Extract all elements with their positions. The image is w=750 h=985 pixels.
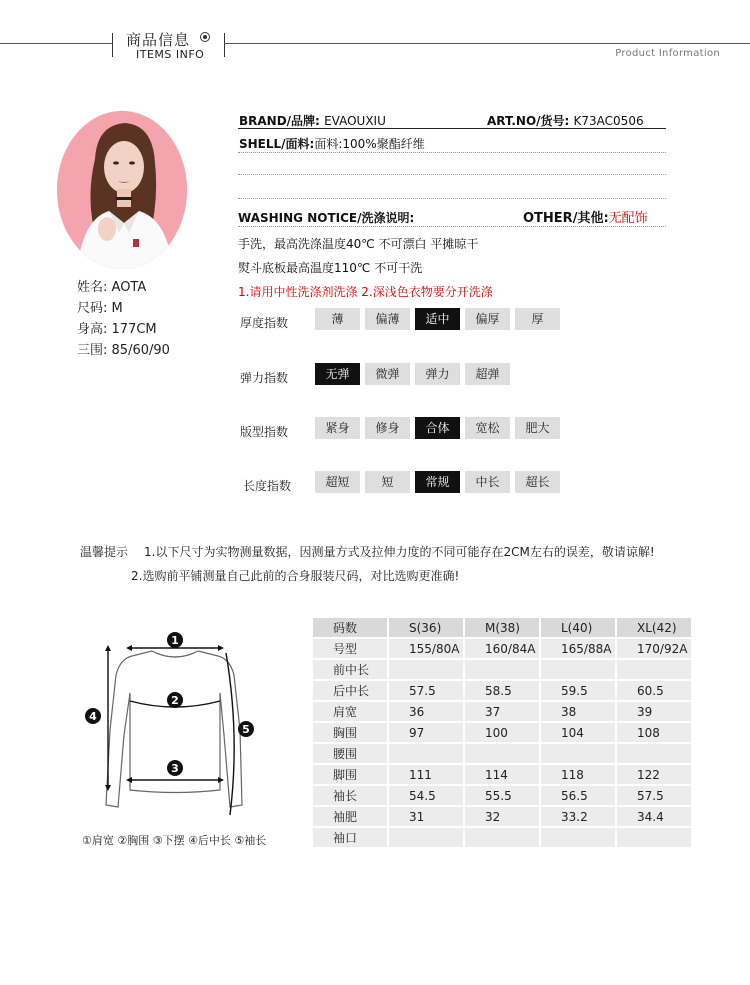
header-dot-icon <box>200 32 210 42</box>
table-cell: 54.5 <box>389 786 463 805</box>
artno-value: K73AC0506 <box>573 114 644 128</box>
table-cell: 160/84A <box>465 639 539 658</box>
elasticity-option-super[interactable]: 超弹 <box>465 363 510 385</box>
table-cell: 59.5 <box>541 681 615 700</box>
table-cell: 38 <box>541 702 615 721</box>
table-cell: 肩宽 <box>313 702 387 721</box>
table-row <box>313 639 691 658</box>
elasticity-option-elastic[interactable]: 弹力 <box>415 363 460 385</box>
header-line-right <box>224 43 750 44</box>
table-cell: 58.5 <box>465 681 539 700</box>
washing-label: WASHING NOTICE/洗涤说明: <box>238 211 415 225</box>
fit-option-tight[interactable]: 紧身 <box>315 417 360 439</box>
size-table <box>311 616 693 849</box>
artno-label: ART.NO/货号: K73AC0506 <box>487 114 644 128</box>
table-row <box>313 702 691 721</box>
table-cell <box>617 660 691 679</box>
model-height-row: 身高: 177CM <box>77 322 157 337</box>
table-row <box>313 744 691 763</box>
table-cell <box>465 744 539 763</box>
table-cell: 胸围 <box>313 723 387 742</box>
table-cell: 55.5 <box>465 786 539 805</box>
table-cell <box>541 828 615 847</box>
wash-line-3: 1.请用中性洗涤剂洗涤 2.深浅色衣物要分开洗涤 <box>238 285 493 299</box>
table-cell: 37 <box>465 702 539 721</box>
table-cell: 56.5 <box>541 786 615 805</box>
table-cell: 后中长 <box>313 681 387 700</box>
fit-option-slim[interactable]: 修身 <box>365 417 410 439</box>
wash-line-2: 熨斗底板最高温度110℃ 不可干洗 <box>238 261 423 275</box>
table-cell: 袖长 <box>313 786 387 805</box>
tips-line-2: 2.选购前平铺测量自己此前的合身服装尺码，对比选购更准确! <box>131 569 460 583</box>
table-cell: 袖口 <box>313 828 387 847</box>
tips-title: 温馨提示 <box>80 545 129 559</box>
table-cell <box>465 660 539 679</box>
fit-option-loose[interactable]: 宽松 <box>465 417 510 439</box>
table-header-cell: S(36) <box>389 618 463 637</box>
length-option-short[interactable]: 短 <box>365 471 410 493</box>
marker-2 <box>167 692 183 708</box>
header-right-text: Product Information <box>615 48 720 59</box>
washing-underline <box>238 226 666 227</box>
length-option-extra-long[interactable]: 超长 <box>515 471 560 493</box>
table-header-cell: M(38) <box>465 618 539 637</box>
table-row <box>313 828 691 847</box>
marker-5 <box>238 721 254 737</box>
table-cell <box>541 660 615 679</box>
svg-text:2: 2 <box>171 694 179 707</box>
table-row <box>313 723 691 742</box>
marker-3 <box>167 760 183 776</box>
table-cell: 36 <box>389 702 463 721</box>
table-cell: 号型 <box>313 639 387 658</box>
header-line-left <box>0 43 112 44</box>
table-cell: 100 <box>465 723 539 742</box>
index-label-fit: 版型指数 <box>240 425 289 439</box>
garment-outline <box>106 651 242 807</box>
fit-option-oversized[interactable]: 肥大 <box>515 417 560 439</box>
table-row <box>313 807 691 826</box>
table-cell: 57.5 <box>389 681 463 700</box>
svg-text:4: 4 <box>89 710 97 723</box>
brand-label: BRAND/品牌: EVAOUXIU <box>239 114 386 128</box>
table-cell <box>541 744 615 763</box>
table-cell: 前中长 <box>313 660 387 679</box>
table-cell: 32 <box>465 807 539 826</box>
index-label-elasticity: 弹力指数 <box>240 371 289 385</box>
header-tick-right <box>224 33 225 57</box>
elasticity-option-none[interactable]: 无弹 <box>315 363 360 385</box>
table-row <box>313 786 691 805</box>
wash-line-1: 手洗，最高洗涤温度40℃ 不可漂白 平摊晾干 <box>238 237 479 251</box>
header-tick-left <box>112 33 113 57</box>
table-cell: 104 <box>541 723 615 742</box>
shell-underline <box>238 152 666 153</box>
table-cell: 108 <box>617 723 691 742</box>
model-avatar <box>57 111 187 269</box>
svg-text:3: 3 <box>171 762 179 775</box>
table-cell: 111 <box>389 765 463 784</box>
table-cell: 165/88A <box>541 639 615 658</box>
garment-diagram <box>80 625 260 825</box>
measure-arrows <box>105 645 224 791</box>
table-header-cell: XL(42) <box>617 618 691 637</box>
tips-line-1: 1.以下尺寸为实物测量数据，因测量方式及拉伸力度的不同可能存在2CM左右的误差，敬请谅解! <box>144 545 655 559</box>
shell-label: SHELL/面料:面料:100%聚酯纤维 <box>239 137 425 151</box>
elasticity-option-slight[interactable]: 微弹 <box>365 363 410 385</box>
table-cell: 57.5 <box>617 786 691 805</box>
table-cell: 97 <box>389 723 463 742</box>
table-header-cell: L(40) <box>541 618 615 637</box>
brand-value: EVAOUXIU <box>324 114 386 128</box>
table-cell <box>617 744 691 763</box>
table-cell: 114 <box>465 765 539 784</box>
header-subtitle: ITEMS INFO <box>136 48 205 61</box>
table-cell: 袖肥 <box>313 807 387 826</box>
table-header-row <box>313 618 691 637</box>
thickness-option-thick[interactable]: 厚 <box>515 308 560 330</box>
diagram-caption: ①肩宽 ②胸围 ③下摆 ④后中长 ⑤袖长 <box>82 834 267 847</box>
table-cell <box>389 828 463 847</box>
model-photo-icon <box>57 111 187 269</box>
thickness-option-thickish[interactable]: 偏厚 <box>465 308 510 330</box>
svg-text:5: 5 <box>242 723 250 736</box>
blank-line-1 <box>238 174 666 175</box>
table-cell: 33.2 <box>541 807 615 826</box>
thickness-option-thinnish[interactable]: 偏薄 <box>365 308 410 330</box>
brand-underline <box>238 128 666 129</box>
model-size-row: 尺码: M <box>77 301 123 316</box>
header-title: 商品信息 <box>126 31 191 49</box>
table-cell <box>389 660 463 679</box>
table-cell: 122 <box>617 765 691 784</box>
table-cell: 118 <box>541 765 615 784</box>
table-row <box>313 660 691 679</box>
svg-text:1: 1 <box>171 634 179 647</box>
table-cell <box>617 828 691 847</box>
table-cell: 39 <box>617 702 691 721</box>
table-row <box>313 681 691 700</box>
table-cell: 31 <box>389 807 463 826</box>
table-cell: 腰围 <box>313 744 387 763</box>
model-measurements-row: 三围: 85/60/90 <box>77 343 170 358</box>
table-cell <box>389 744 463 763</box>
index-label-length: 长度指数 <box>243 479 292 493</box>
table-cell: 脚围 <box>313 765 387 784</box>
table-cell: 170/92A <box>617 639 691 658</box>
index-label-thickness: 厚度指数 <box>240 316 289 330</box>
length-option-ultra-short[interactable]: 超短 <box>315 471 360 493</box>
table-cell <box>465 828 539 847</box>
fit-option-regular[interactable]: 合体 <box>415 417 460 439</box>
model-info <box>77 277 170 361</box>
length-option-regular[interactable]: 常规 <box>415 471 460 493</box>
table-cell: 155/80A <box>389 639 463 658</box>
marker-4 <box>85 708 101 724</box>
blank-line-2 <box>238 198 666 199</box>
other-value: 无配饰 <box>608 211 648 226</box>
table-cell: 34.4 <box>617 807 691 826</box>
shell-value: 面料:100%聚酯纤维 <box>314 137 425 151</box>
thickness-option-medium[interactable]: 适中 <box>415 308 460 330</box>
table-row <box>313 765 691 784</box>
model-name-row: 姓名: AOTA <box>77 280 147 295</box>
length-option-mid-long[interactable]: 中长 <box>465 471 510 493</box>
thickness-option-thin[interactable]: 薄 <box>315 308 360 330</box>
table-header-cell: 码数 <box>313 618 387 637</box>
other-label: OTHER/其他:无配饰 <box>523 211 648 226</box>
table-cell: 60.5 <box>617 681 691 700</box>
marker-1 <box>167 632 183 648</box>
